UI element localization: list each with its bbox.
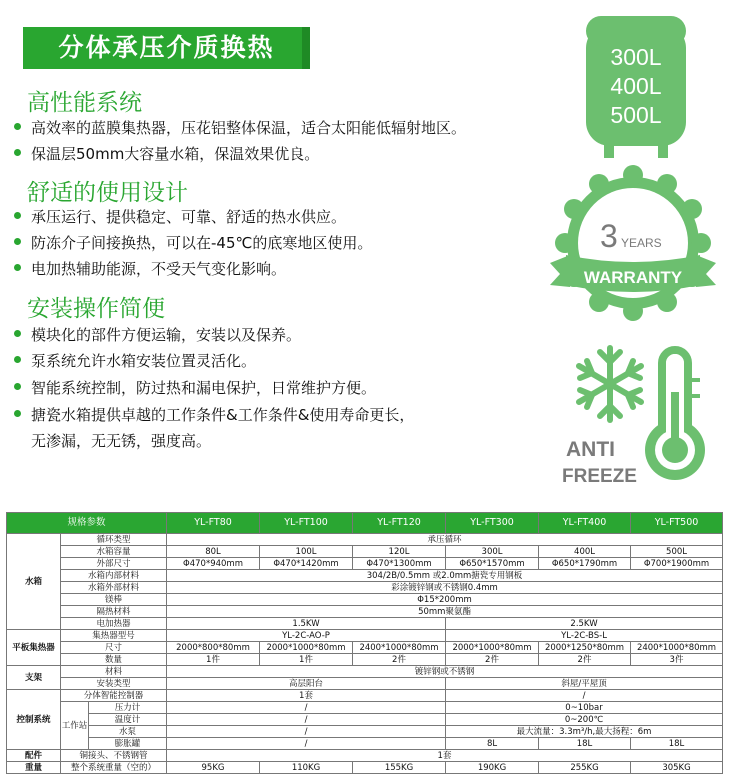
cell: 2件 [353, 654, 446, 666]
table-row [7, 654, 723, 666]
cell: / [446, 690, 723, 702]
cell: 斜屋/平屋顶 [446, 678, 723, 690]
table-header-cell: YL-FT500 [631, 513, 723, 534]
banner-tail [302, 27, 310, 69]
table-row [7, 570, 723, 582]
group-label: 水箱 [7, 534, 61, 630]
table-header-cell: YL-FT120 [353, 513, 446, 534]
table-row [7, 558, 723, 570]
cell: 0~10bar [446, 702, 723, 714]
table-row [7, 618, 723, 630]
cell: 400L [539, 546, 631, 558]
row-label: 水箱容量 [61, 546, 167, 558]
row-label: 膨胀罐 [89, 738, 167, 750]
bullet-dot-icon [14, 356, 21, 363]
cell: 500L [631, 546, 723, 558]
table-row [7, 726, 723, 738]
row-label: 外部尺寸 [61, 558, 167, 570]
warranty-number: 3 [600, 218, 618, 254]
cell: 95KG [167, 762, 260, 774]
group-label: 平板集热器 [7, 630, 61, 666]
cell: 1套 [167, 690, 446, 702]
snowflake-icon [579, 348, 641, 420]
table-row [7, 666, 723, 678]
cell: YL-2C-AO-P [167, 630, 446, 642]
table-row [7, 594, 723, 606]
bullet: 模块化的部件方便运输，安装以及保养。 [14, 324, 301, 345]
bullet-dot-icon [14, 238, 21, 245]
cell: 彩涂镀锌钢或不锈钢0.4mm [167, 582, 723, 594]
bullet: 保温层50mm大容量水箱，保温效果优良。 [14, 143, 319, 164]
table-row [7, 642, 723, 654]
group-label: 控制系统 [7, 690, 61, 750]
cell: 2400*1000*80mm [353, 642, 446, 654]
table-row [7, 678, 723, 690]
cell: Φ650*1570mm [446, 558, 539, 570]
cell: 8L [446, 738, 539, 750]
cell: Φ650*1790mm [539, 558, 631, 570]
bullet-continuation: 无渗漏，无无锈，强度高。 [31, 432, 212, 450]
row-label: 温度计 [89, 714, 167, 726]
cell: 最大流量：3.3m³/h,最大扬程：6m [446, 726, 723, 738]
capacity-label: 300L [610, 44, 662, 70]
row-label: 尺寸 [61, 642, 167, 654]
capacity-label: 400L [610, 73, 662, 99]
cell: 18L [539, 738, 631, 750]
bullet-dot-icon [14, 264, 21, 271]
cell: 190KG [446, 762, 539, 774]
cell: 2.5KW [446, 618, 723, 630]
cell: 305KG [631, 762, 723, 774]
cell: 2000*800*80mm [167, 642, 260, 654]
cell: Φ700*1900mm [631, 558, 723, 570]
cell: 50mm聚氨酯 [167, 606, 723, 618]
cell: 2件 [446, 654, 539, 666]
cell: 155KG [353, 762, 446, 774]
group-label: 支架 [7, 666, 61, 690]
bullet-dot-icon [14, 410, 21, 417]
water-tank-icon [586, 16, 690, 161]
bullet: 高效率的蓝膜集热器，压花铝整体保温，适合太阳能低辐射地区。 [14, 117, 466, 138]
row-label: 电加热器 [61, 618, 167, 630]
row-label: 集热器型号 [61, 630, 167, 642]
cell: 0~200℃ [446, 714, 723, 726]
table-header-cell: YL-FT80 [167, 513, 260, 534]
bullet-dot-icon [14, 149, 21, 156]
table-row [7, 582, 723, 594]
table-row [7, 714, 723, 726]
cell: / [167, 726, 446, 738]
table-row [7, 534, 723, 546]
banner-title: 分体承压介质换热 [23, 27, 310, 69]
cell: 100L [260, 546, 353, 558]
table-row [7, 606, 723, 618]
warranty-label: WARRANTY [583, 268, 683, 287]
cell: 255KG [539, 762, 631, 774]
cell: 120L [353, 546, 446, 558]
bullet: 防冻介子间接换热，可以在-45℃的底寒地区使用。 [14, 232, 372, 253]
row-label: 数量 [61, 654, 167, 666]
section-title-performance: 高性能系统 [27, 90, 142, 116]
bullet: 泵系统允许水箱安装位置灵活化。 [14, 350, 256, 371]
table-row [7, 690, 723, 702]
cell: 304/2B/0.5mm 或2.0mm搪瓷专用钢板 [167, 570, 723, 582]
subgroup-label: 工作站 [61, 702, 89, 750]
cell: 18L [631, 738, 723, 750]
table-header-cell: YL-FT400 [539, 513, 631, 534]
row-label: 隔热材料 [61, 606, 167, 618]
row-label: 整个系统重量（空的） [61, 762, 167, 774]
cell: 2000*1000*80mm [260, 642, 353, 654]
row-label: 材料 [61, 666, 167, 678]
table-header-cell: YL-FT300 [446, 513, 539, 534]
bullet-dot-icon [14, 123, 21, 130]
cell: 2件 [539, 654, 631, 666]
bullet: 智能系统控制，防过热和漏电保护，日常维护方便。 [14, 377, 376, 398]
warranty-years: YEARS [621, 236, 662, 250]
cell: 1套 [167, 750, 723, 762]
row-label: 压力计 [89, 702, 167, 714]
cell: / [167, 702, 446, 714]
table-row [7, 630, 723, 642]
table-row [7, 702, 723, 714]
table-row [7, 762, 723, 774]
cell: 300L [446, 546, 539, 558]
bullet-dot-icon [14, 330, 21, 337]
capacity-label: 500L [610, 102, 662, 128]
cell: Φ470*1300mm [353, 558, 446, 570]
section-title-installation: 安装操作简便 [27, 296, 165, 322]
row-label: 铜接头、不锈钢管 [61, 750, 167, 762]
row-label: 镁棒 [61, 594, 167, 606]
row-label: 分体智能控制器 [61, 690, 167, 702]
cell: 110KG [260, 762, 353, 774]
cell: 80L [167, 546, 260, 558]
table-header-cell: YL-FT100 [260, 513, 353, 534]
group-label: 重量 [7, 762, 61, 774]
bullet-dot-icon [14, 383, 21, 390]
cell: 1件 [260, 654, 353, 666]
anti-freeze-icon [560, 340, 725, 490]
row-label: 水箱内部材料 [61, 570, 167, 582]
bullet-dot-icon [14, 212, 21, 219]
table-row [7, 738, 723, 750]
row-label: 水泵 [89, 726, 167, 738]
bullet: 承压运行、提供稳定、可靠、舒适的热水供应。 [14, 206, 346, 227]
bullet: 电加热辅助能源，不受天气变化影响。 [14, 258, 286, 279]
row-label: 安装类型 [61, 678, 167, 690]
table-header-row [7, 513, 723, 534]
freeze-label: FREEZE [562, 466, 637, 487]
cell: Φ15*200mm [167, 594, 723, 606]
cell: 高层阳台 [167, 678, 446, 690]
cell: Φ470*940mm [167, 558, 260, 570]
group-label: 配件 [7, 750, 61, 762]
anti-label: ANTI [566, 438, 615, 461]
warranty-badge-icon [548, 165, 718, 325]
cell: 承压循环 [167, 534, 723, 546]
cell: 1件 [167, 654, 260, 666]
cell: 2000*1250*80mm [539, 642, 631, 654]
section-title-comfort: 舒适的使用设计 [27, 180, 188, 206]
cell: YL-2C-BS-L [446, 630, 723, 642]
table-row [7, 546, 723, 558]
cell: Φ470*1420mm [260, 558, 353, 570]
spec-table [6, 512, 723, 774]
row-label: 水箱外部材料 [61, 582, 167, 594]
row-label: 循环类型 [61, 534, 167, 546]
table-row [7, 750, 723, 762]
cell: 2400*1000*80mm [631, 642, 723, 654]
cell: / [167, 714, 446, 726]
table-header-cell: 规格参数 [7, 513, 167, 534]
cell: 镀锌钢或不锈钢 [167, 666, 723, 678]
cell: 3件 [631, 654, 723, 666]
cell: 2000*1000*80mm [446, 642, 539, 654]
cell: / [167, 738, 446, 750]
cell: 1.5KW [167, 618, 446, 630]
bullet: 搪瓷水箱提供卓越的工作条件&工作条件&使用寿命更长， [14, 404, 414, 425]
